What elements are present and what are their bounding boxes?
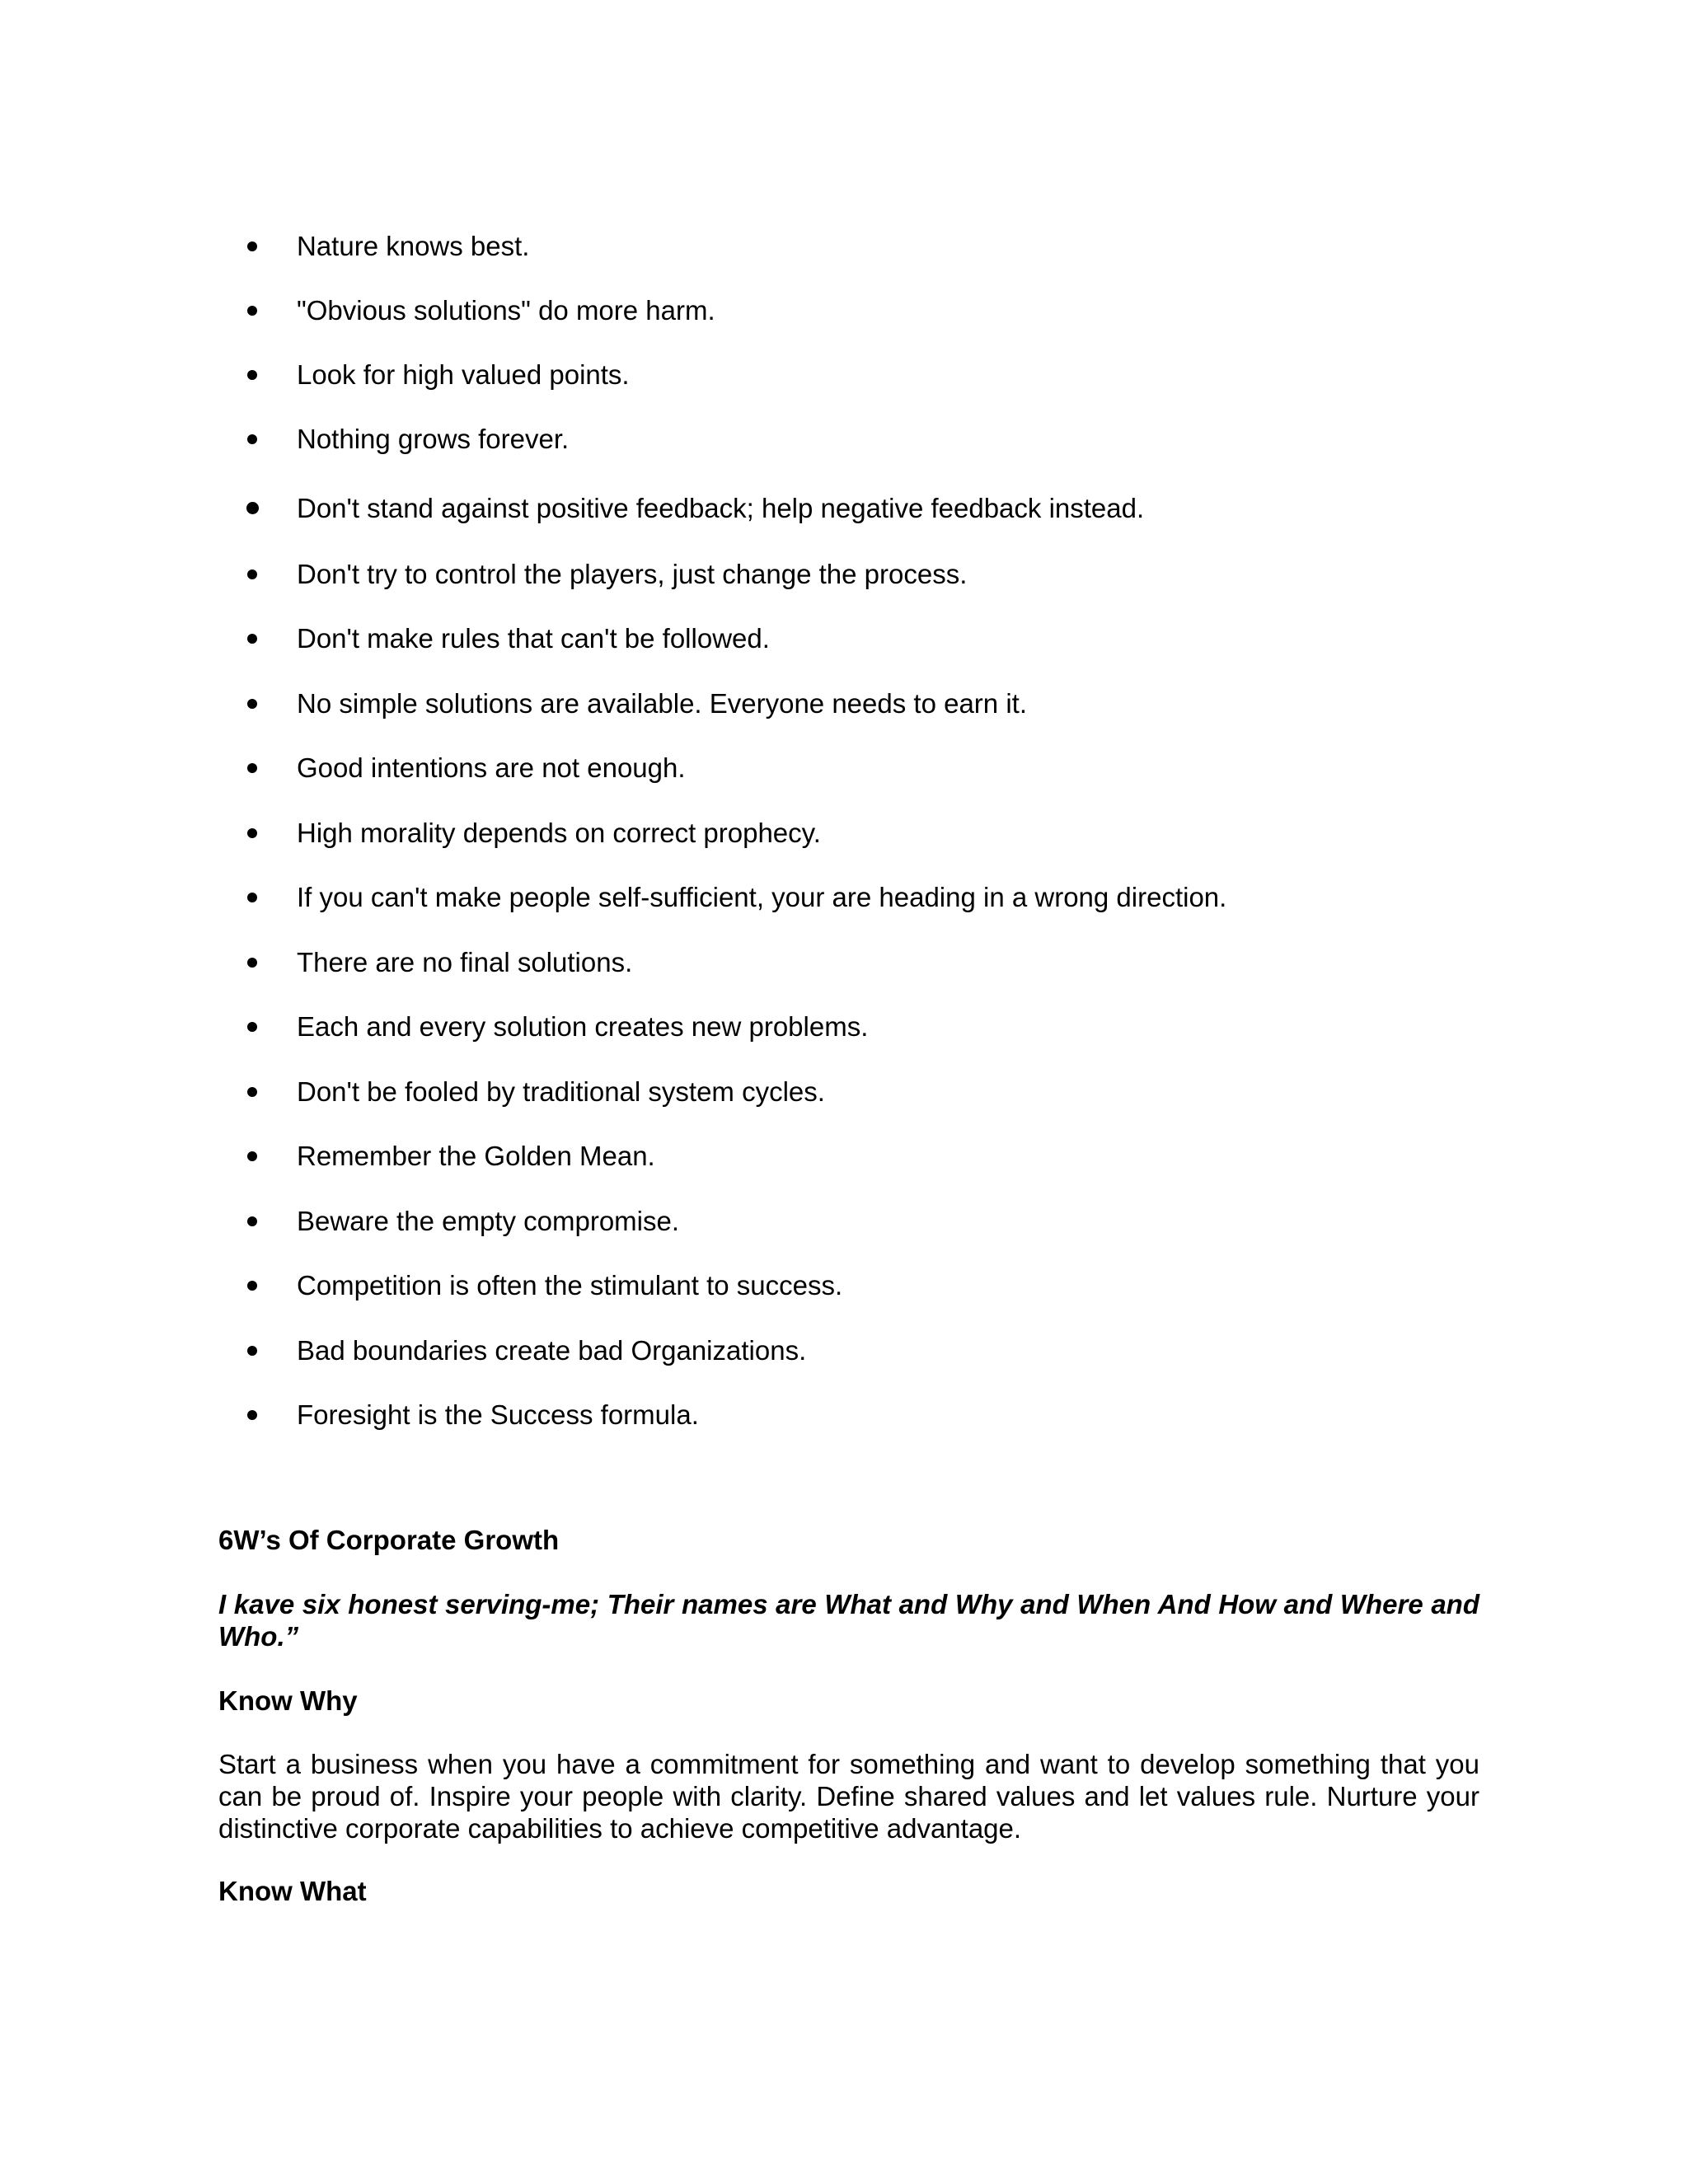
list-item [0, 1006, 1688, 1047]
bullet-icon [247, 763, 257, 773]
list-item [0, 1265, 1688, 1306]
bullet-icon [247, 958, 257, 968]
list-item-text: Beware the empty compromise. [297, 1206, 680, 1236]
list-item [0, 618, 1688, 659]
section-quote: I kave six honest serving-me; Their names are What and Why and When And How and Where and Who.” [218, 1589, 1479, 1652]
list-item-text: Nature knows best. [297, 231, 530, 261]
list-item [0, 1071, 1688, 1113]
bullet-icon [247, 434, 257, 444]
list-item-text: "Obvious solutions" do more harm. [297, 295, 715, 326]
list-item [0, 1330, 1688, 1371]
list-item-text: Don't be fooled by traditional system cycles. [297, 1076, 825, 1107]
list-item [0, 419, 1688, 460]
bullet-icon [247, 370, 257, 380]
list-item-text: Look for high valued points. [297, 359, 630, 390]
bullet-icon [247, 306, 257, 316]
list-item [0, 877, 1688, 918]
bullet-icon [246, 502, 259, 514]
know-why-paragraph: Start a business when you have a commitment for something and want to develop something that you can be proud of. Inspire your people with clarity. Define shared values and let values rule. Nurture your distinctive corporate capabilities to achieve competitive advantage. [218, 1749, 1479, 1844]
list-item-text: Competition is often the stimulant to success. [297, 1270, 843, 1301]
list-item-text: Don't make rules that can't be followed. [297, 623, 770, 654]
bullet-icon [247, 893, 257, 902]
bullet-icon [247, 828, 257, 838]
list-item-text: There are no final solutions. [297, 947, 633, 977]
list-item-text: Nothing grows forever. [297, 424, 570, 454]
list-item [0, 813, 1688, 854]
bullet-icon [247, 1022, 257, 1032]
bullet-icon [247, 1410, 257, 1420]
bullet-icon [247, 241, 257, 251]
bullet-icon [247, 569, 257, 579]
list-item-text: High morality depends on correct prophecy. [297, 818, 821, 848]
section-title: 6W’s Of Corporate Growth [218, 1525, 560, 1555]
list-item-text: Don't try to control the players, just change the process. [297, 559, 968, 589]
bullet-icon [247, 1346, 257, 1356]
bullet-icon [247, 1216, 257, 1226]
list-item [0, 1394, 1688, 1436]
list-item-text: Foresight is the Success formula. [297, 1399, 699, 1430]
bullet-icon [247, 1281, 257, 1291]
list-item-text: No simple solutions are available. Everyone needs to earn it. [297, 688, 1027, 719]
list-item [0, 290, 1688, 331]
list-item [0, 1201, 1688, 1242]
list-item-text: Good intentions are not enough. [297, 752, 686, 783]
list-item-text: If you can't make people self-sufficient, your are heading in a wrong direction. [297, 882, 1227, 912]
know-why-heading: Know Why [218, 1685, 358, 1716]
bullet-icon [247, 699, 257, 709]
list-item [0, 554, 1688, 595]
list-item-text: Each and every solution creates new problems. [297, 1011, 869, 1042]
know-what-heading: Know What [218, 1876, 367, 1906]
list-item [0, 1136, 1688, 1177]
list-item [0, 488, 1688, 529]
list-item-text: Remember the Golden Mean. [297, 1141, 655, 1171]
list-item-text: Bad boundaries create bad Organizations. [297, 1335, 807, 1366]
list-item-text: Don't stand against positive feedback; help negative feedback instead. [297, 493, 1145, 523]
list-item [0, 683, 1688, 724]
bullet-icon [247, 634, 257, 644]
list-item [0, 748, 1688, 789]
list-item [0, 354, 1688, 396]
bullet-icon [247, 1151, 257, 1161]
list-item [0, 226, 1688, 267]
list-item [0, 942, 1688, 983]
bullet-icon [247, 1087, 257, 1097]
